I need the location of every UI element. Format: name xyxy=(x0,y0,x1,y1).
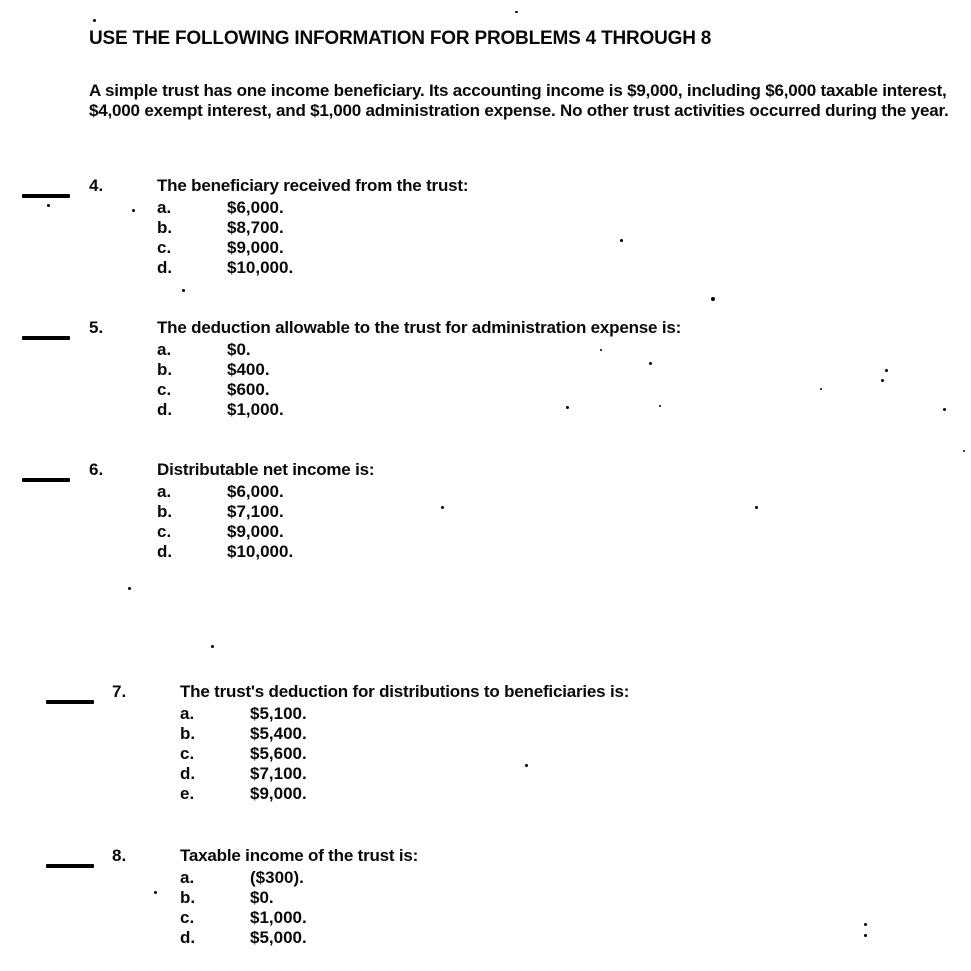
scan-speck xyxy=(864,934,867,937)
choice-b[interactable] xyxy=(157,360,284,380)
scan-speck xyxy=(47,204,50,207)
answer-blank[interactable] xyxy=(46,864,94,868)
choice-d[interactable] xyxy=(157,542,293,562)
scan-speck xyxy=(620,239,623,242)
problem-number: 8. xyxy=(112,846,127,865)
problem-stem: Taxable income of the trust is: xyxy=(180,846,419,865)
choice-text: $5,100. xyxy=(250,704,307,723)
choice-letter: d. xyxy=(157,400,173,419)
scan-speck xyxy=(820,388,822,390)
scan-speck xyxy=(515,11,518,13)
choice-text: $8,700. xyxy=(227,218,284,237)
choice-d[interactable] xyxy=(157,400,284,420)
choice-letter: b. xyxy=(157,360,173,379)
choice-letter: c. xyxy=(157,522,172,541)
scan-speck xyxy=(211,645,214,648)
problem-number: 5. xyxy=(89,318,104,337)
scan-speck xyxy=(566,406,569,409)
choice-letter: c. xyxy=(157,238,172,257)
choice-c[interactable] xyxy=(180,744,307,764)
choice-a[interactable] xyxy=(157,482,293,502)
choice-list xyxy=(157,482,293,562)
choice-letter: a. xyxy=(157,198,172,217)
choice-a[interactable] xyxy=(180,868,307,888)
choice-letter: d. xyxy=(157,258,173,277)
problem-stem: The beneficiary received from the trust: xyxy=(157,176,469,195)
choice-text: $6,000. xyxy=(227,482,284,501)
choice-letter: c. xyxy=(180,744,195,763)
choice-b[interactable] xyxy=(157,218,293,238)
problem-number: 7. xyxy=(112,682,127,701)
problem-number: 6. xyxy=(89,460,104,479)
scan-speck xyxy=(128,587,131,590)
choice-d[interactable] xyxy=(157,258,293,278)
scan-speck xyxy=(885,369,888,372)
choice-c[interactable] xyxy=(157,522,293,542)
problem-stem: The deduction allowable to the trust for administration expense is: xyxy=(157,318,682,337)
choice-letter: a. xyxy=(157,482,172,501)
choice-text: $7,100. xyxy=(227,502,284,521)
choice-text: $5,600. xyxy=(250,744,307,763)
choice-e[interactable] xyxy=(180,784,307,804)
choice-list xyxy=(180,704,307,804)
answer-blank[interactable] xyxy=(22,194,70,198)
choice-text: $0. xyxy=(227,340,251,359)
scan-speck xyxy=(755,506,758,509)
scan-speck xyxy=(182,289,185,292)
choice-text: $400. xyxy=(227,360,270,379)
choice-text: $5,400. xyxy=(250,724,307,743)
choice-letter: b. xyxy=(180,724,196,743)
choice-letter: b. xyxy=(180,888,196,907)
choice-letter: b. xyxy=(157,218,173,237)
choice-letter: e. xyxy=(180,784,195,803)
choice-text: $9,000. xyxy=(227,522,284,541)
choice-c[interactable] xyxy=(157,238,293,258)
choice-letter: d. xyxy=(180,928,196,947)
scan-speck xyxy=(963,450,965,452)
choice-a[interactable] xyxy=(157,198,293,218)
scan-speck xyxy=(711,297,715,301)
choice-letter: a. xyxy=(180,704,195,723)
choice-b[interactable] xyxy=(180,888,307,908)
scan-speck xyxy=(659,405,661,407)
choice-a[interactable] xyxy=(180,704,307,724)
choice-a[interactable] xyxy=(157,340,284,360)
scan-speck xyxy=(864,923,867,926)
section-heading: USE THE FOLLOWING INFORMATION FOR PROBLEMS 4 THROUGH 8 xyxy=(89,28,712,49)
problem-stem: Distributable net income is: xyxy=(157,460,375,479)
choice-text: $10,000. xyxy=(227,258,294,277)
choice-text: $0. xyxy=(250,888,274,907)
choice-letter: a. xyxy=(180,868,195,887)
problem-number: 4. xyxy=(89,176,104,195)
scan-speck xyxy=(132,209,135,212)
scan-speck xyxy=(154,891,157,894)
choice-text: $9,000. xyxy=(250,784,307,803)
answer-blank[interactable] xyxy=(46,700,94,704)
choice-c[interactable] xyxy=(157,380,284,400)
choice-text: $10,000. xyxy=(227,542,294,561)
choice-c[interactable] xyxy=(180,908,307,928)
choice-text: $5,000. xyxy=(250,928,307,947)
scan-speck xyxy=(525,764,528,767)
choice-text: $1,000. xyxy=(227,400,284,419)
choice-letter: a. xyxy=(157,340,172,359)
choice-letter: d. xyxy=(157,542,173,561)
answer-blank[interactable] xyxy=(22,478,70,482)
scan-speck xyxy=(649,362,652,365)
choice-d[interactable] xyxy=(180,764,307,784)
choice-list xyxy=(180,868,307,948)
choice-text: $9,000. xyxy=(227,238,284,257)
choice-text: $1,000. xyxy=(250,908,307,927)
choice-list xyxy=(157,340,284,420)
problem-stem: The trust's deduction for distributions to beneficiaries is: xyxy=(180,682,630,701)
choice-d[interactable] xyxy=(180,928,307,948)
scan-speck xyxy=(943,408,946,411)
scenario-text: A simple trust has one income beneficiary. Its accounting income is $9,000, including $6,000 taxable interest, $4,000 exempt interest, and $1,000 administration expense. No other trust activities occurred during the year. xyxy=(89,81,949,120)
scan-speck xyxy=(881,379,884,382)
scan-speck xyxy=(441,506,444,509)
choice-letter: c. xyxy=(157,380,172,399)
scan-speck xyxy=(600,349,602,351)
choice-letter: d. xyxy=(180,764,196,783)
scan-speck xyxy=(93,19,96,22)
choice-text: ($300). xyxy=(250,868,304,887)
choice-text: $6,000. xyxy=(227,198,284,217)
choice-b[interactable] xyxy=(157,502,293,522)
choice-text: $7,100. xyxy=(250,764,307,783)
choice-text: $600. xyxy=(227,380,270,399)
choice-letter: b. xyxy=(157,502,173,521)
choice-list xyxy=(157,198,293,278)
choice-b[interactable] xyxy=(180,724,307,744)
answer-blank[interactable] xyxy=(22,336,70,340)
choice-letter: c. xyxy=(180,908,195,927)
